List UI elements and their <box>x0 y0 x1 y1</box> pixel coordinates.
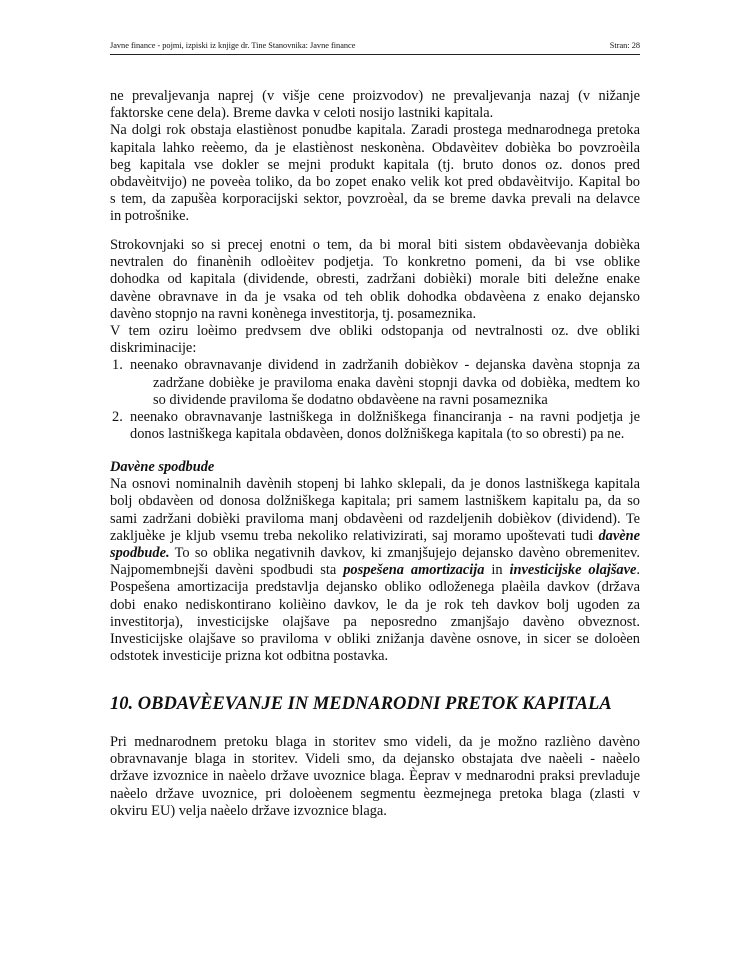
text-line: davèno stopnjo na ravni konènega investitorja, tj. posameznika. <box>110 305 477 322</box>
text-line: V tem oziru loèimo predvsem dve obliki odstopanja od nevtralnosti oz. dve obliki <box>110 322 640 339</box>
text-line: davène obravnave in da je vsaka od teh oblik dohodka obdavèena z enako dejansko <box>110 288 640 305</box>
text-line: sami zadržani dobièki praviloma manj obdavèeni od razdeljenih dobièkov (dividend). Te <box>110 510 640 527</box>
text-section-tax-incentives <box>110 459 640 665</box>
text-run: . <box>636 562 640 579</box>
emphasis-text: Davène spodbude <box>110 459 215 475</box>
text-line: okviru EU) velja naèelo države izvoznice blaga. <box>110 802 387 819</box>
page-number: Stran: 28 <box>609 41 640 50</box>
text-line: neenako obravnavanje lastniškega in dolžniškega financiranja - na ravni podjetja je <box>130 408 640 425</box>
header-title: Javne finance - pojmi, izpiski iz knjige dr. Tine Stanovnika: Javne finance <box>110 41 356 50</box>
text-line: Na osnovi nominalnih davènih stopenj bi lahko sklepali, da je donos lastniškega kapitala <box>110 476 640 493</box>
paragraph <box>110 476 640 665</box>
text-line: s tem, da zapušèa korporacijski sektor, povzroèal, da se breme davka prevali na delavce <box>110 191 640 208</box>
text-line: bolj obdavèen od donosa dolžniškega kapitala; pri samem lastniškem kapitalu pa, da so <box>110 493 640 510</box>
emphasis-text: davène <box>598 527 640 544</box>
text-line <box>110 459 640 476</box>
text-line: naèelo države uvoznice, pri doloèenem segmentu èezmejnega pretoka blaga (zlasti v <box>110 785 640 802</box>
text-line: zadržane dobièke je praviloma enaka davèni stopnji davka od dobièka, medtem ko <box>153 374 640 391</box>
header-rule <box>110 54 640 55</box>
text-line: Pri mednarodnem pretoku blaga in storitev smo videli, da je možno razlièno davèno <box>110 734 640 750</box>
text-line: države izvoznice in naèelo države uvoznice blaga. Èeprav v mednarodni praksi prevladuje <box>110 768 640 785</box>
text-section-capital-elasticity <box>110 88 640 226</box>
text-run: zakljuèke je kljub vsemu treba nekoliko relativizirati, saj moramo upoštevati tudi <box>110 527 599 544</box>
text-line: ne prevaljevanja naprej (v višje cene proizvodov) ne prevaljevanja nazaj (v nižanje <box>110 88 640 104</box>
text-line: dohodka od kapitala (dividende, obresti, zadržani dobièki) morale biti deležne enake <box>110 271 640 288</box>
emphasis-text: spodbude. <box>110 544 170 561</box>
text-line: obdavèitvijo) ne poveèa toliko, da bo zopet enako velik kot pred obdavèitvijo. Kapital bo <box>110 173 640 190</box>
list-number: 1. <box>112 357 123 374</box>
text-run: Najpomembnejši davèni spodbudi sta <box>110 562 344 579</box>
text-run: in <box>484 562 510 579</box>
text-run: To so oblika negativnih davkov, ki zmanjšujejo dejansko davèno obremenitev. <box>169 544 640 561</box>
text-line <box>110 545 640 562</box>
paragraph <box>110 122 640 225</box>
text-line: diskriminacije: <box>110 340 197 357</box>
text-section-international-flow <box>110 734 640 820</box>
text-section-neutrality <box>110 237 640 443</box>
text-line: dobi enako nediskontirano kolièino davkov, le da je rok teh davkov bolj ugoden za <box>110 596 640 613</box>
text-line: donos lastniškega kapitala obdavèen, donos dolžniškega kapitala (to so obresti) pa ne. <box>130 426 625 443</box>
text-line: neenako obravnavanje dividend in zadržanih dobièkov - dejanska davèna stopnja za <box>130 357 640 374</box>
paragraph <box>110 323 640 357</box>
section-heading: 10. OBDAVÈEVANJE IN MEDNARODNI PRETOK KAPITALA <box>110 694 612 714</box>
text-line: Investicijske olajšave so praviloma v obliki znižanja davène osnove, in sicer se doloèen <box>110 630 640 647</box>
text-line: Na dolgi rok obstaja elastiènost ponudbe kapitala. Zaradi prostega mednarodnega pretoka <box>110 122 640 139</box>
page-header <box>110 41 640 50</box>
text-line: investitorja), investicijske olajšave pa neposredno zmanjšajo davèno obveznost. <box>110 613 640 630</box>
list-number: 2. <box>112 408 123 425</box>
text-line: faktorske cene dela). Breme davka v celoti nosijo lastniki kapitala. <box>110 105 494 122</box>
emphasis-text: pospešena amortizacija <box>343 562 485 579</box>
paragraph <box>110 459 640 476</box>
paragraph <box>110 237 640 323</box>
text-line: Pospešena amortizacija predstavlja dejansko obliko odloženega plaèila davkov (država <box>110 579 640 596</box>
text-line <box>110 562 640 579</box>
list-item <box>110 357 640 409</box>
text-line: Strokovnjaki so si precej enotni o tem, da bi moral biti sistem obdavèevanja dobièka <box>110 237 640 253</box>
paragraph <box>110 88 640 122</box>
paragraph <box>110 734 640 820</box>
list-item <box>110 409 640 443</box>
text-line <box>110 528 640 545</box>
text-line: obravnavanje blaga in storitev. Videli smo, da dejansko obstajata dve naèeli - naèelo <box>110 751 640 768</box>
text-line: nevtralen do finanènih odloèitev podjetja. To konkretno pomeni, da bi vse oblike <box>110 254 640 271</box>
emphasis-text: investicijske olajšave <box>509 562 637 579</box>
text-line: so dividende praviloma še dodatno obdavèene na ravni posameznika <box>153 391 548 408</box>
text-line: in potrošnike. <box>110 208 190 225</box>
text-line: beg kapitala vse dokler se mejni produkt kapitala (tj. bruto donos oz. donos pred <box>110 156 640 173</box>
text-line: kapitala lahko reèemo, da je elastiènost neskonèna. Obdavèitev dobièka bo povzroèila <box>110 139 640 156</box>
text-line: odstotek investicije prizna kot odbitna postavka. <box>110 648 389 665</box>
